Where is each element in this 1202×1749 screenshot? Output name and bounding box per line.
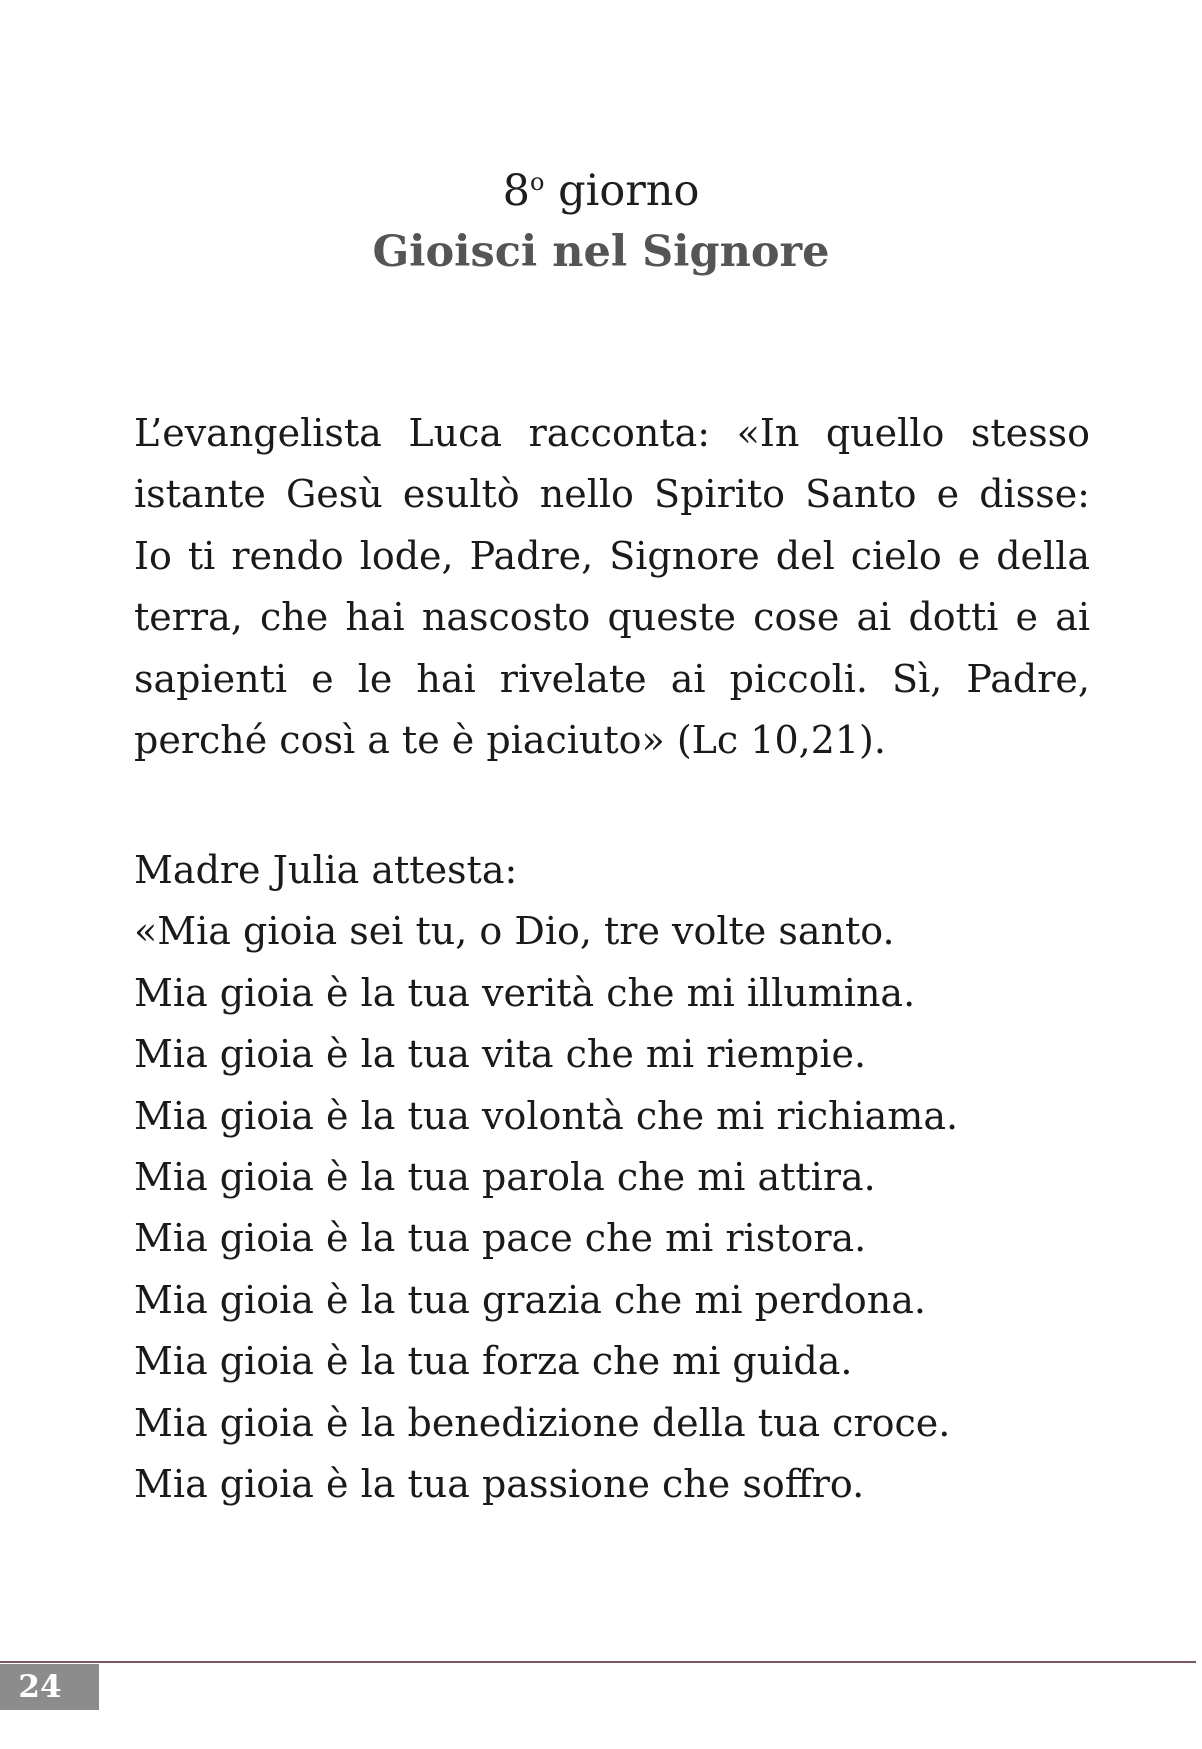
- day-label: [0, 162, 1202, 220]
- gospel-line-1: L’evangelista Luca racconta: «In quello stesso: [134, 411, 1090, 455]
- gospel-line-3: Io ti rendo lode, Padre, Signore del cielo e della: [134, 533, 1090, 578]
- chapter-heading: [0, 162, 1202, 284]
- prayer-line-2: Mia gioia è la tua verità che mi illumina.: [134, 970, 916, 1015]
- prayer-line-9: Mia gioia è la benedizione della tua croce.: [134, 1400, 951, 1445]
- prayer-line-6: Mia gioia è la tua pace che mi ristora.: [134, 1216, 867, 1261]
- page-number: 24: [18, 1669, 62, 1705]
- prayer-line-10: Mia gioia è la tua passione che soffro.: [134, 1462, 865, 1507]
- gospel-line-4: terra, che hai nascosto queste cose ai dotti e ai: [134, 595, 1090, 640]
- prayer-line-8: Mia gioia è la tua forza che mi guida.: [134, 1339, 853, 1384]
- day-number: 8: [502, 166, 530, 216]
- prayer-intro: Madre Julia attesta:: [134, 848, 518, 892]
- page-number-box: [0, 1664, 99, 1710]
- chapter-title: Gioisci nel Signore: [372, 227, 830, 277]
- day-ordinal: o: [529, 168, 545, 196]
- prayer-line-4: Mia gioia è la tua volontà che mi richiama.: [134, 1093, 959, 1138]
- prayer-line-5: Mia gioia è la tua parola che mi attira.: [134, 1155, 876, 1200]
- prayer-section: [134, 840, 1090, 1515]
- day-word: giorno: [558, 166, 700, 216]
- gospel-paragraph: [134, 403, 1090, 771]
- prayer-line-7: Mia gioia è la tua grazia che mi perdona.: [134, 1277, 927, 1322]
- prayer-line-1: «Mia gioia sei tu, o Dio, tre volte santo.: [134, 909, 895, 954]
- gospel-line-5: sapienti e le hai rivelate ai piccoli. Sì, Padre,: [134, 656, 1090, 701]
- prayer-line-3: Mia gioia è la tua vita che mi riempie.: [134, 1032, 867, 1077]
- gospel-line-6: perché così a te è piaciuto» (Lc 10,21).: [134, 718, 886, 763]
- footer-divider: [0, 1661, 1196, 1663]
- gospel-line-2: istante Gesù esultò nello Spirito Santo e disse:: [134, 472, 1090, 517]
